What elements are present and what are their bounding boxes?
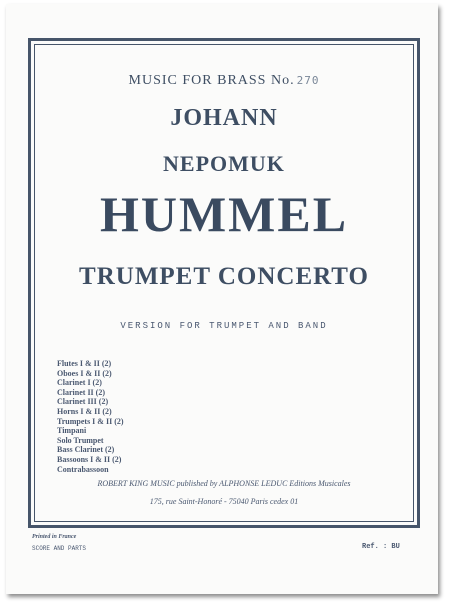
- version-note: VERSION FOR TRUMPET AND BAND: [120, 321, 328, 331]
- score-and-parts-label: SCORE AND PARTS: [32, 545, 87, 552]
- instrument-item: Trumpets I & II (2): [57, 416, 124, 426]
- instrument-item: Contrabassoon: [57, 464, 109, 474]
- instrument-item: Oboes I & II (2): [57, 368, 112, 378]
- instrument-item: Timpani: [57, 426, 87, 436]
- instrument-item: Solo Trumpet: [57, 435, 104, 445]
- instrument-item: Bass Clarinet (2): [57, 445, 115, 455]
- printed-in-note: Printed in France: [32, 534, 77, 540]
- cover-frame-inner-rule: [34, 44, 414, 522]
- instrument-item: Flutes I & II (2): [57, 359, 112, 368]
- instrument-list: [57, 359, 124, 474]
- instrument-item: Horns I & II (2): [57, 406, 112, 416]
- reference-code: Ref. : BU: [362, 543, 400, 551]
- instrument-item: Clarinet III (2): [57, 397, 109, 407]
- sheet-cover: [6, 4, 438, 594]
- instrument-item: Bassoons I & II (2): [57, 454, 122, 464]
- work-title: TRUMPET CONCERTO: [79, 263, 369, 290]
- publisher-address: 175, rue Saint-Honoré - 75040 Paris cedex 01: [149, 497, 299, 506]
- series-number: 270: [296, 74, 320, 87]
- cover-frame: [28, 38, 420, 528]
- publisher-line: ROBERT KING MUSIC published by ALPHONSE LEDUC Editions Musicales: [97, 479, 351, 488]
- instrument-item: Clarinet II (2): [57, 387, 105, 397]
- series-label: MUSIC FOR BRASS No.: [128, 73, 295, 88]
- composer-first-name: JOHANN: [170, 105, 278, 131]
- instrument-item: Clarinet I (2): [57, 378, 102, 388]
- composer-middle-name: NEPOMUK: [163, 151, 285, 176]
- series-heading: [35, 73, 413, 89]
- composer-last-name: HUMMEL: [99, 186, 349, 242]
